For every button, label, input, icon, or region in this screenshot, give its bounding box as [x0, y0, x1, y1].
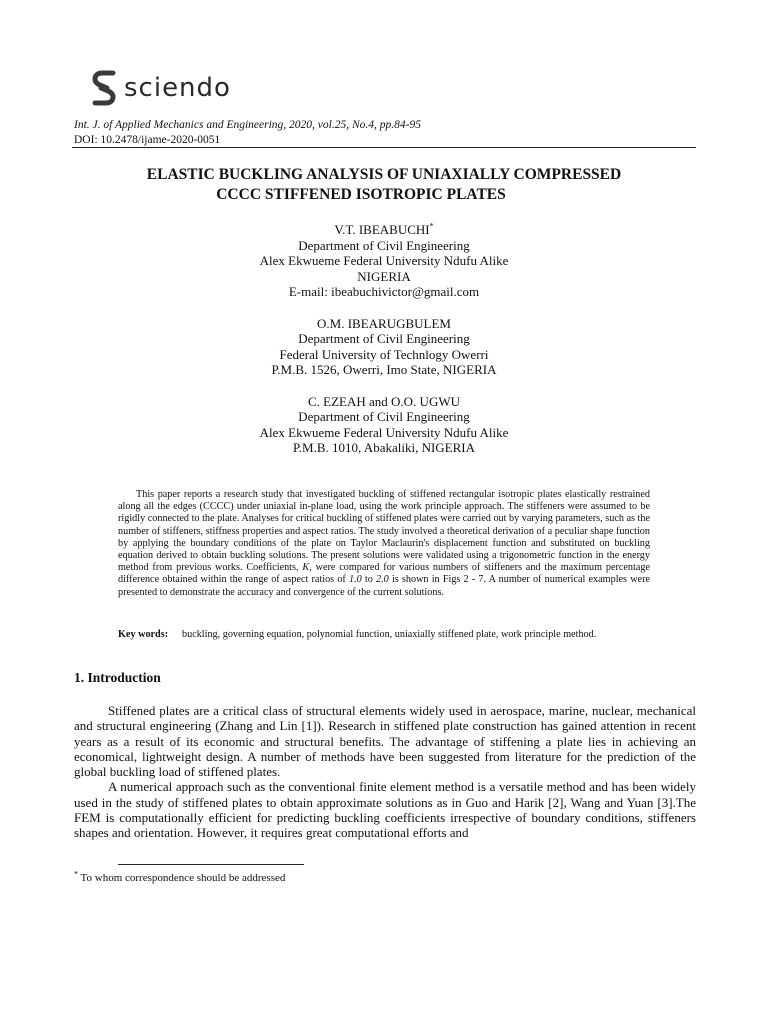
paper-title — [72, 165, 696, 205]
author-list — [72, 222, 696, 472]
author-name: V.T. IBEABUCHI* — [334, 221, 434, 237]
footnote-rule — [118, 864, 304, 865]
paragraph: A numerical approach such as the conventional finite element method is a versatile method and has been widely used in the study of stiffened plates to obtain approximate solutions as in Guo and Harik [2], Wang and Yuan [3].The FEM is computationally efficient for predicting buckling coefficients irrespective of boundary conditions, stiffeners shapes and orientation. However, it requires great computational efforts and — [74, 779, 696, 841]
publisher-logo — [92, 70, 231, 106]
affiliation-line: Alex Ekwueme Federal University Ndufu Alike — [259, 253, 509, 268]
author-name: C. EZEAH and O.O. UGWU — [307, 393, 460, 409]
author-block — [72, 316, 696, 378]
section-heading: 1. Introduction — [74, 670, 161, 685]
paragraph: Stiffened plates are a critical class of structural elements widely used in aerospace, marine, nuclear, mechanical and structural engineering (Zhang and Lin [1]). Research in stiffened plate construction has gained attention in recent years as a result of its economic and structural benefits. The advantage of stiffening a plate lies in achieving an economical, lightweight design. A number of methods have been suggested from literature for the prediction of the global buckling load of stiffened plates. — [74, 703, 696, 780]
title-line-2: CCCC STIFFENED ISOTROPIC PLATES — [216, 186, 506, 203]
logo-text: sciendo — [124, 73, 231, 103]
doi: DOI: 10.2478/ijame-2020-0051 — [74, 134, 221, 146]
keywords-label: Key words: — [118, 629, 169, 640]
abstract: This paper reports a research study that investigated buckling of stiffened rectangular isotropic plates elastically restrained along all the edges (CCCC) under uniaxial in-plane load, using the work principle approach. The stiffeners were assumed to be rigidly connected to the plate. Analyses for critical buckling of stiffened plates were carried out by varying parameters, such as the number of stiffeners, stiffness properties and aspect ratios. The study involved a theoretical derivation of a peculiar shape function by applying the boundary conditions of the plate on Taylor Maclaurin's displacement function and substituted on buckling equation derived to obtain buckling solutions. The present solutions were validated using a trigonometric function in the energy method from previous works. Coefficients, K, were compared for various numbers of stiffeners and the maximum percentage difference obtained within the range of aspect ratios of 1.0 to 2.0 is shown in Figs 2 - 7. A number of numerical examples were presented to demonstrate the accuracy and convergence of the current solutions. — [118, 489, 650, 598]
journal-citation: Int. J. of Applied Mechanics and Engineering, 2020, vol.25, No.4, pp.84-95 — [74, 119, 421, 131]
affiliation-line: Department of Civil Engineering — [298, 409, 470, 424]
keywords-text: buckling, governing equation, polynomial function, uniaxially stiffened plate, work principle method. — [182, 629, 597, 640]
footnote: * To whom correspondence should be addressed — [74, 869, 286, 884]
corresponding-marker: * — [429, 221, 434, 231]
keywords — [118, 629, 650, 641]
affiliation-line: P.M.B. 1010, Abakaliki, NIGERIA — [293, 440, 475, 455]
sciendo-logo-icon — [92, 70, 116, 106]
author-name: O.M. IBEARUGBULEM — [317, 315, 451, 331]
affiliation-line: P.M.B. 1526, Owerri, Imo State, NIGERIA — [271, 362, 497, 377]
affiliation-line: Department of Civil Engineering — [298, 237, 470, 253]
author-block — [72, 394, 696, 456]
author-block — [72, 222, 696, 300]
affiliation-line: NIGERIA — [357, 268, 411, 284]
affiliation-line: Department of Civil Engineering — [298, 331, 470, 346]
affiliation-line: Federal University of Technlogy Owerri — [279, 346, 489, 362]
affiliation-line: Alex Ekwueme Federal University Ndufu Alike — [259, 424, 509, 440]
body-text — [74, 703, 696, 841]
title-line-1: ELASTIC BUCKLING ANALYSIS OF UNIAXIALLY COMPRESSED — [146, 166, 622, 183]
author-email: E-mail: ibeabuchivictor@gmail.com — [288, 284, 480, 299]
header-rule — [72, 147, 696, 148]
